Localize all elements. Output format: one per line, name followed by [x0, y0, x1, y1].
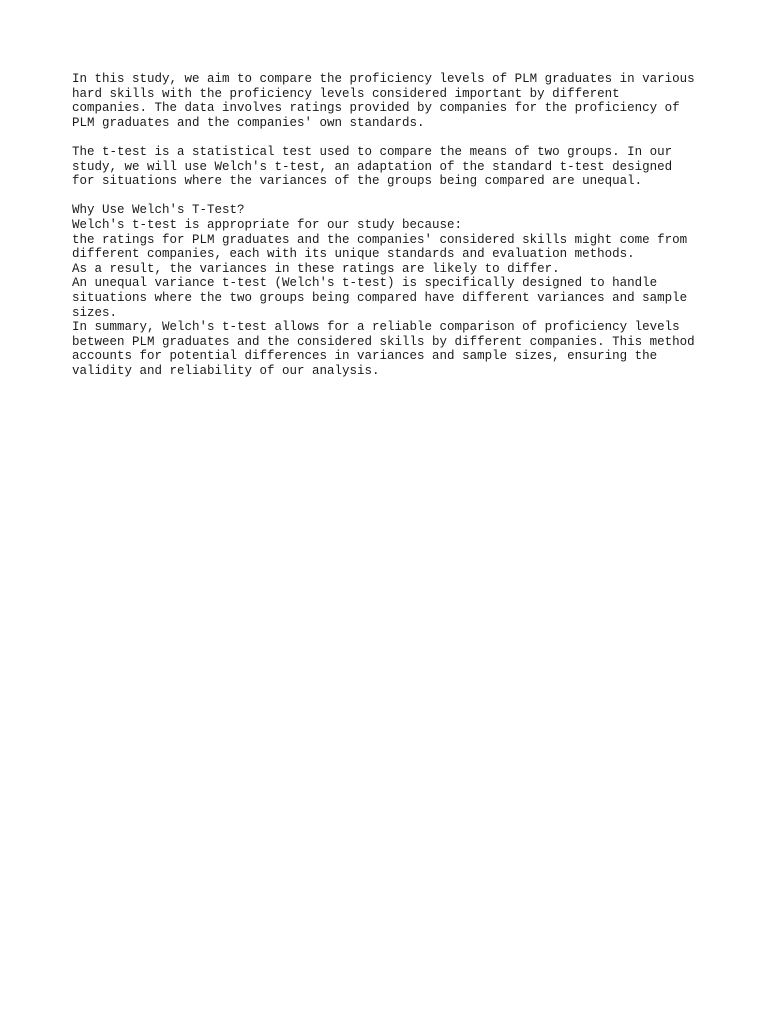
text-line: In this study, we aim to compare the proficiency levels of PLM graduates in various	[72, 72, 695, 86]
paragraph-intro	[72, 72, 712, 130]
text-line: hard skills with the proficiency levels considered important by different	[72, 86, 620, 101]
text-line: An unequal variance t-test (Welch's t-test) is specifically designed to handle	[72, 276, 658, 291]
section-heading: Why Use Welch's T-Test?	[72, 203, 245, 218]
document-page	[72, 72, 712, 378]
paragraph-spacer	[72, 130, 712, 145]
text-line: The t-test is a statistical test used to compare the means of two groups. In our	[72, 144, 673, 159]
text-line: PLM graduates and the companies' own standards.	[72, 115, 425, 130]
text-line: sizes.	[72, 305, 118, 320]
text-line: different companies, each with its unique standards and evaluation methods.	[72, 247, 635, 262]
text-line: Welch's t-test is appropriate for our study because:	[72, 217, 463, 232]
text-line: situations where the two groups being compared have different variances and sample	[72, 290, 688, 305]
paragraph-t-test	[72, 145, 712, 189]
text-line: between PLM graduates and the considered skills by different companies. This method	[72, 334, 695, 349]
paragraph-spacer	[72, 189, 712, 204]
text-line: for situations where the variances of the groups being compared are unequal.	[72, 174, 643, 189]
text-line: validity and reliability of our analysis.	[72, 363, 380, 378]
text-line: As a result, the variances in these ratings are likely to differ.	[72, 261, 560, 276]
text-line: companies. The data involves ratings provided by companies for the proficiency of	[72, 101, 680, 116]
text-line: accounts for potential differences in variances and sample sizes, ensuring the	[72, 349, 658, 364]
text-line: In summary, Welch's t-test allows for a reliable comparison of proficiency levels	[72, 320, 680, 335]
text-line: study, we will use Welch's t-test, an adaptation of the standard t-test designed	[72, 159, 673, 174]
paragraph-why-welch	[72, 203, 712, 378]
text-line: the ratings for PLM graduates and the companies' considered skills might come from	[72, 232, 688, 247]
